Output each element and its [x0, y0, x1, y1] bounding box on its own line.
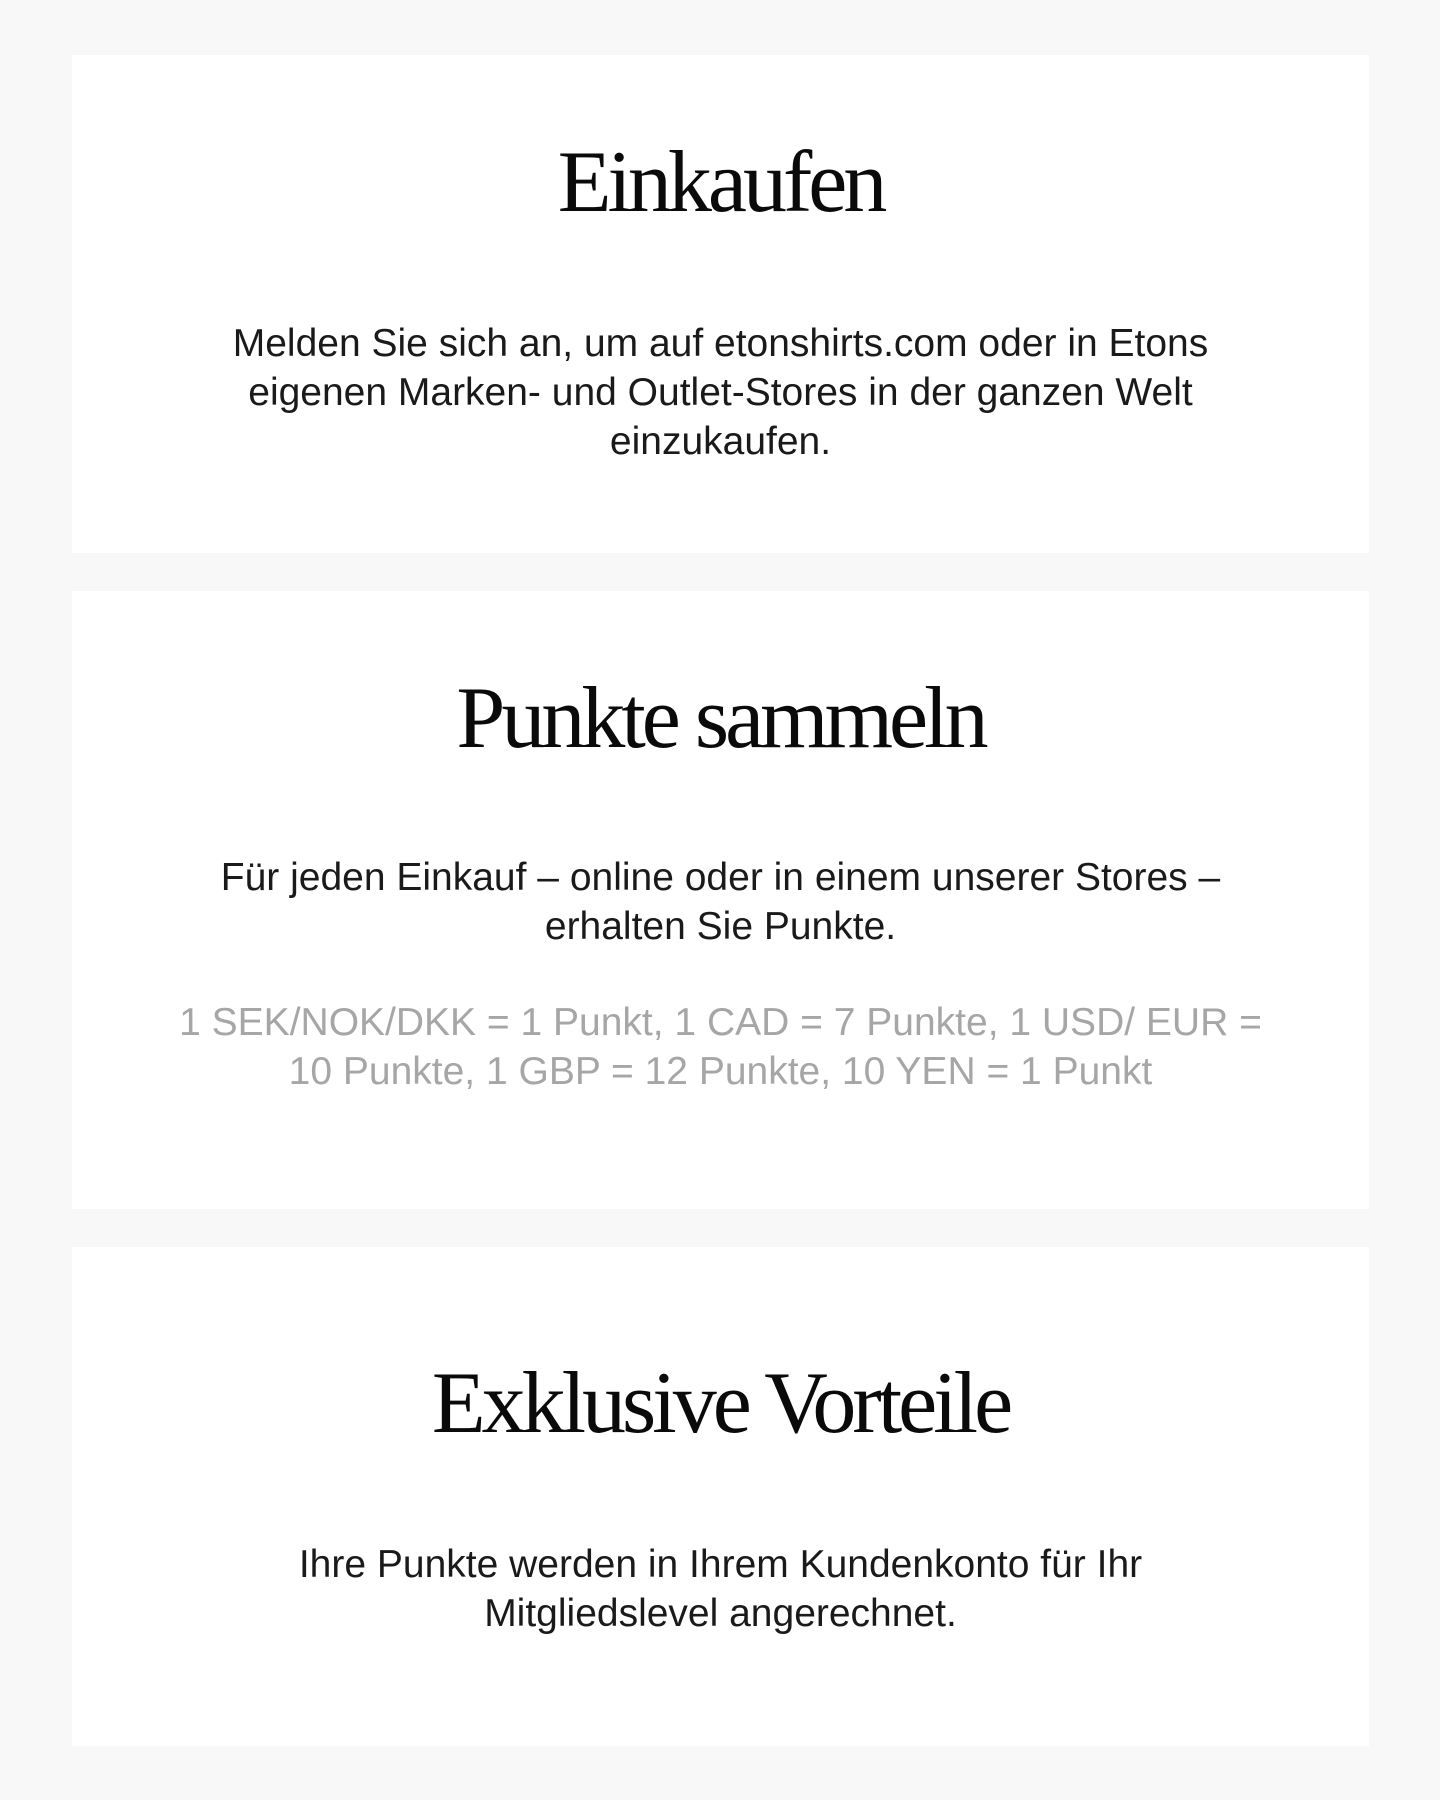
- exclusive-benefits-description: Ihre Punkte werden in Ihrem Kundenkonto für Ihr Mitgliedslevel angerechnet.: [298, 1543, 1143, 1635]
- exclusive-benefits-card: [72, 1247, 1369, 1746]
- shopping-description: Melden Sie sich an, um auf etonshirts.com oder in Etons eigenen Marken- und Outlet-Stores in der ganzen Welt einzukaufen.: [232, 322, 1209, 463]
- exclusive-benefits-title: Exklusive Vorteile: [431, 1355, 1010, 1452]
- shopping-card: [72, 55, 1369, 553]
- collect-points-description: Für jeden Einkauf – online oder in einem unserer Stores – erhalten Sie Punkte.: [220, 856, 1221, 948]
- points-conversion-note: 1 SEK/NOK/DKK = 1 Punkt, 1 CAD = 7 Punkte, 1 USD/ EUR = 10 Punkte, 1 GBP = 12 Punkte, 10 YEN = 1 Punkt: [179, 1001, 1262, 1093]
- collect-points-card: [72, 591, 1369, 1209]
- shopping-title: Einkaufen: [557, 134, 884, 231]
- collect-points-title: Punkte sammeln: [456, 670, 985, 767]
